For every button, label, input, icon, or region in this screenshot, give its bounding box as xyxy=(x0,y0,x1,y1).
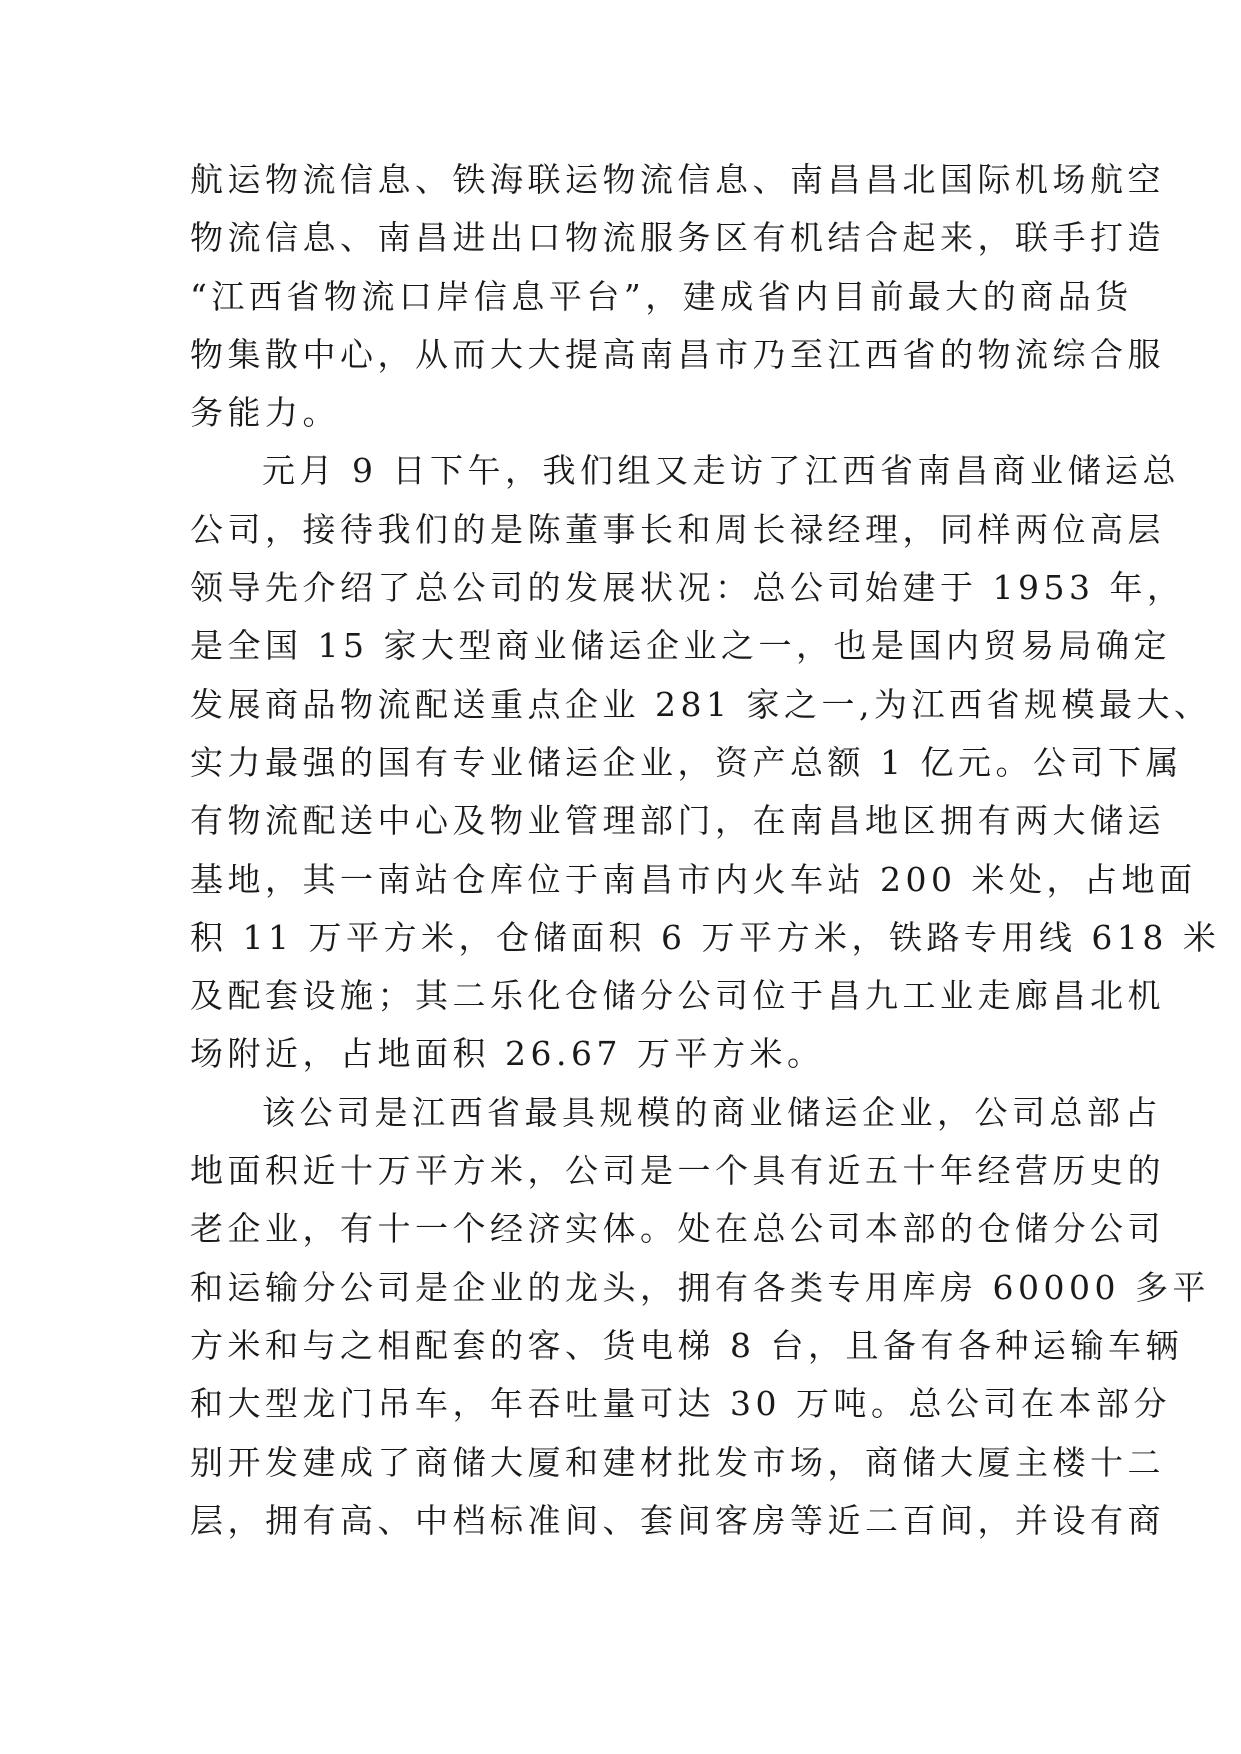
text-line: 该公司是江西省最具规模的商业储运企业，公司总部占 xyxy=(262,1092,1162,1132)
text-line: 务能力。 xyxy=(190,393,340,433)
text-line: 领导先介绍了总公司的发展状况：总公司始建于 1953 年， xyxy=(190,568,1185,608)
text-line: 积 11 万平方米，仓储面积 6 万平方米，铁路专用线 618 米 xyxy=(190,917,1221,957)
text-line: 和运输分公司是企业的龙头，拥有各类专用库房 60000 多平 xyxy=(190,1267,1210,1307)
text-line: 是全国 15 家大型商业储运企业之一，也是国内贸易局确定 xyxy=(190,626,1171,666)
text-line: 地面积近十万平方米，公司是一个具有近五十年经营历史的 xyxy=(190,1151,1165,1191)
body-text xyxy=(190,151,1221,1550)
text-line: 层，拥有高、中档标准间、套间客房等近二百间，并设有商 xyxy=(190,1500,1165,1540)
text-line: 老企业，有十一个经济实体。处在总公司本部的仓储分公司 xyxy=(190,1209,1165,1249)
text-line: “江西省物流口岸信息平台”，建成省内目前最大的商品货 xyxy=(190,276,1133,316)
text-line: 公司，接待我们的是陈董事长和周长禄经理，同样两位高层 xyxy=(190,509,1165,549)
text-line: 基地，其一南站仓库位于南昌市内火车站 200 米处，占地面 xyxy=(190,859,1197,899)
text-line: 场附近，占地面积 26.67 万平方米。 xyxy=(190,1034,825,1074)
text-line: 别开发建成了商储大厦和建材批发市场，商储大厦主楼十二 xyxy=(190,1442,1165,1482)
text-line: 及配套设施；其二乐化仓储分公司位于昌九工业走廊昌北机 xyxy=(190,976,1165,1016)
text-line: 航运物流信息、铁海联运物流信息、南昌昌北国际机场航空 xyxy=(190,160,1165,199)
text-line: 和大型龙门吊车，年吞吐量可达 30 万吨。总公司在本部分 xyxy=(190,1384,1171,1424)
text-line: 方米和与之相配套的客、货电梯 8 台，且备有各种运输车辆 xyxy=(190,1325,1183,1365)
paragraph-3 xyxy=(190,1084,1210,1550)
text-line: 有物流配送中心及物业管理部门，在南昌地区拥有两大储运 xyxy=(190,801,1165,841)
text-line: 物集散中心，从而大大提高南昌市乃至江西省的物流综合服 xyxy=(190,334,1165,374)
text-line: 物流信息、南昌进出口物流服务区有机结合起来，联手打造 xyxy=(190,218,1165,258)
text-line: 元月 9 日下午，我们组又走访了江西省南昌商业储运总 xyxy=(262,451,1180,491)
text-line: 发展商品物流配送重点企业 281 家之一,为江西省规模最大、 xyxy=(190,684,1212,724)
paragraph-1 xyxy=(190,151,1165,442)
paragraph-2 xyxy=(190,442,1221,1083)
text-line: 实力最强的国有专业储运企业，资产总额 1 亿元。公司下属 xyxy=(190,742,1183,782)
